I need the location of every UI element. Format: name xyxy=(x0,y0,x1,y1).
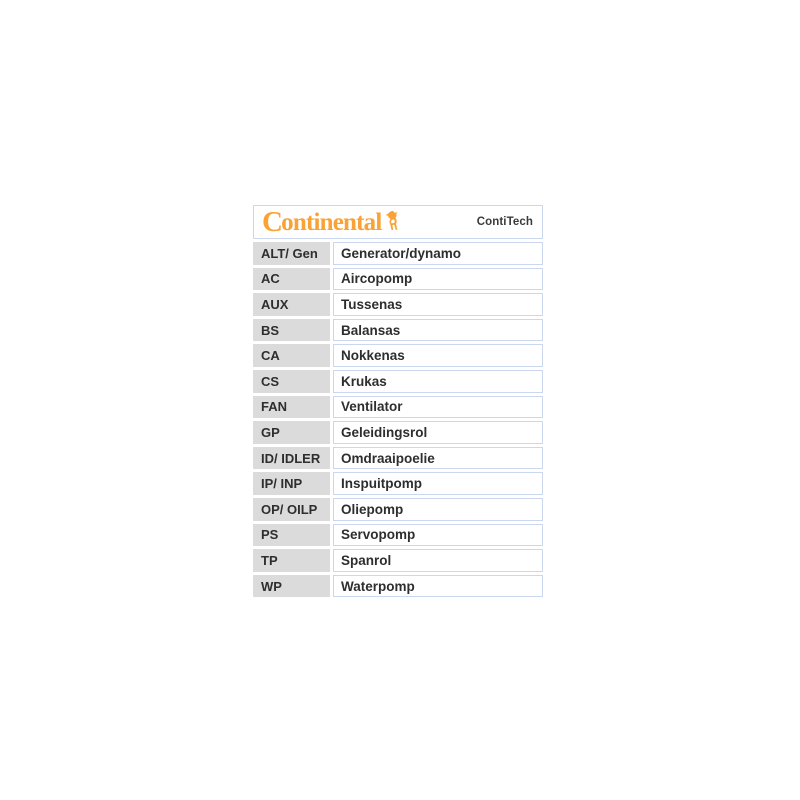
abbreviation-text: GP xyxy=(261,424,280,440)
rearing-horse-icon xyxy=(384,210,401,231)
description-text: Spanrol xyxy=(341,552,392,568)
table-row xyxy=(253,472,543,495)
abbreviation-cell xyxy=(253,524,330,547)
description-text: Balansas xyxy=(341,322,401,338)
abbreviation-text: CS xyxy=(261,373,280,389)
description-cell xyxy=(333,344,543,367)
description-text: Generator/dynamo xyxy=(341,245,462,261)
abbreviation-text: OP/ OILP xyxy=(261,501,318,517)
abbreviation-text: WP xyxy=(261,578,282,594)
abbreviation-cell xyxy=(253,498,330,521)
description-cell xyxy=(333,472,543,495)
description-text: Krukas xyxy=(341,373,387,389)
abbreviation-cell xyxy=(253,242,330,265)
table-row xyxy=(253,421,543,444)
description-cell xyxy=(333,293,543,316)
description-cell xyxy=(333,370,543,393)
legend-table xyxy=(253,205,543,600)
abbreviation-cell xyxy=(253,319,330,342)
logo-letter-c: C xyxy=(262,205,283,238)
description-cell xyxy=(333,396,543,419)
legend-rows xyxy=(253,242,543,597)
table-row xyxy=(253,344,543,367)
description-text: Servopomp xyxy=(341,527,416,543)
table-row xyxy=(253,498,543,521)
table-row xyxy=(253,575,543,598)
abbreviation-text: BS xyxy=(261,322,280,338)
table-row xyxy=(253,370,543,393)
description-cell xyxy=(333,549,543,572)
description-cell xyxy=(333,498,543,521)
table-row xyxy=(253,242,543,265)
description-cell xyxy=(333,447,543,470)
abbreviation-text: TP xyxy=(261,552,278,568)
abbreviation-cell xyxy=(253,472,330,495)
abbreviation-text: CA xyxy=(261,348,280,364)
abbreviation-cell xyxy=(253,421,330,444)
table-row xyxy=(253,396,543,419)
abbreviation-cell xyxy=(253,396,330,419)
description-text: Aircopomp xyxy=(341,271,413,287)
abbreviation-cell xyxy=(253,370,330,393)
abbreviation-cell xyxy=(253,447,330,470)
contitech-label: ContiTech xyxy=(476,216,533,228)
abbreviation-text: ID/ IDLER xyxy=(261,450,321,466)
abbreviation-text: IP/ INP xyxy=(261,476,303,492)
abbreviation-text: PS xyxy=(261,527,279,543)
abbreviation-cell xyxy=(253,575,330,598)
abbreviation-text: AC xyxy=(261,271,280,287)
abbreviation-text: FAN xyxy=(261,399,287,415)
description-cell xyxy=(333,268,543,291)
description-text: Geleidingsrol xyxy=(341,424,428,440)
description-text: Ventilator xyxy=(341,399,403,415)
description-text: Tussenas xyxy=(341,296,403,312)
table-row xyxy=(253,549,543,572)
table-row xyxy=(253,447,543,470)
abbreviation-cell xyxy=(253,344,330,367)
description-text: Inspuitpomp xyxy=(341,476,422,492)
description-cell xyxy=(333,575,543,598)
abbreviation-cell xyxy=(253,268,330,291)
description-text: Omdraaipoelie xyxy=(341,450,435,466)
description-text: Nokkenas xyxy=(341,348,405,364)
continental-logo xyxy=(262,205,401,238)
abbreviation-cell xyxy=(253,293,330,316)
description-cell xyxy=(333,319,543,342)
logo-wordmark: ontinental xyxy=(281,208,382,236)
table-row xyxy=(253,524,543,547)
description-text: Waterpomp xyxy=(341,578,415,594)
description-cell xyxy=(333,421,543,444)
abbreviation-text: AUX xyxy=(261,296,289,312)
abbreviation-text: ALT/ Gen xyxy=(261,245,318,261)
description-text: Oliepomp xyxy=(341,501,404,517)
description-cell xyxy=(333,524,543,547)
table-row xyxy=(253,319,543,342)
table-row xyxy=(253,293,543,316)
description-cell xyxy=(333,242,543,265)
brand-header xyxy=(253,205,543,239)
table-row xyxy=(253,268,543,291)
abbreviation-cell xyxy=(253,549,330,572)
